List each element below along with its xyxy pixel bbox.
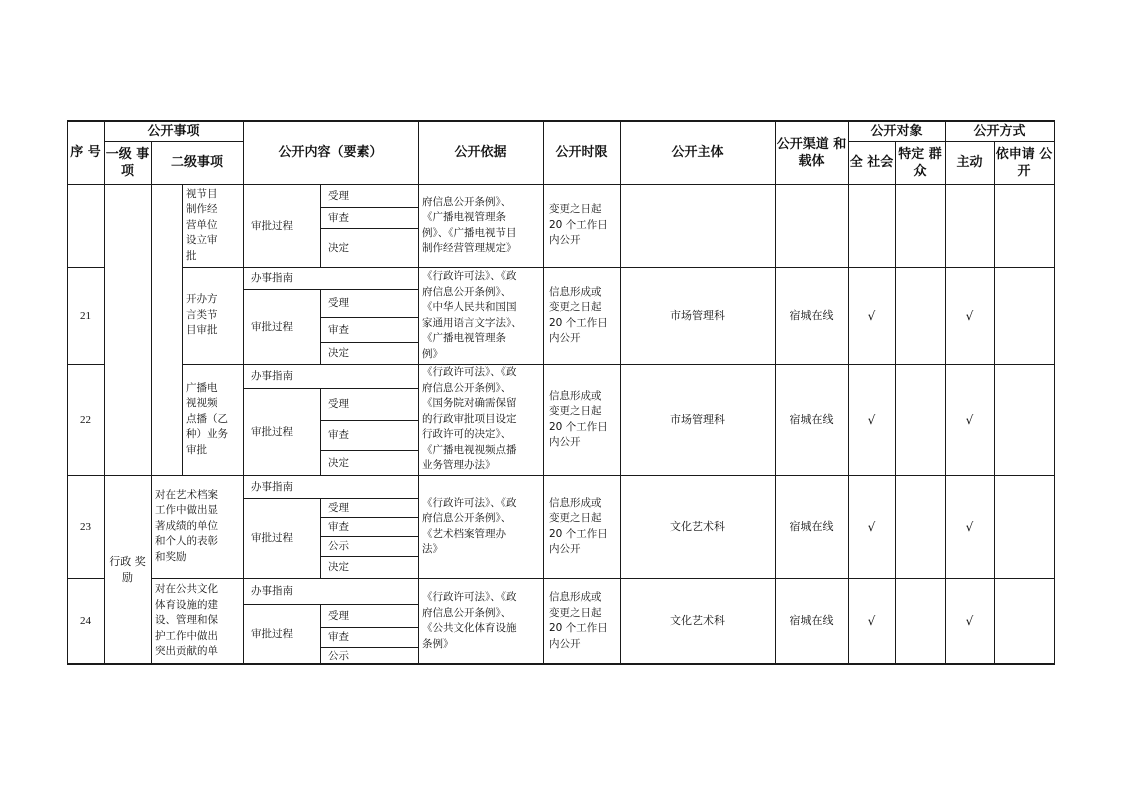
header-mode-group: 公开方式 bbox=[973, 123, 1026, 139]
table-rule bbox=[320, 317, 418, 318]
table-rule bbox=[243, 184, 244, 664]
table-rule bbox=[243, 121, 244, 184]
table-rule bbox=[994, 184, 995, 664]
table-rule bbox=[418, 121, 419, 184]
table-rule bbox=[67, 120, 1055, 122]
table-rule bbox=[67, 663, 1055, 665]
process-step: 公示 bbox=[328, 649, 349, 662]
process-step: 受理 bbox=[328, 297, 349, 309]
header-audience-specific: 特定 群众 bbox=[898, 146, 942, 179]
level2-item: 对在艺术档案 工作中做出显 著成绩的单位 和个人的表彰 和奖励 bbox=[155, 488, 218, 563]
process-step: 决定 bbox=[328, 347, 349, 359]
check-mode-request bbox=[994, 578, 1054, 664]
process-label: 审批过程 bbox=[251, 320, 293, 333]
process-step: 审查 bbox=[328, 631, 349, 643]
check-mode-request bbox=[994, 184, 1054, 267]
time-text: 信息形成或 变更之日起 20 个工作日 内公开 bbox=[549, 285, 608, 344]
header-basis: 公开依据 bbox=[454, 145, 507, 160]
table-rule bbox=[104, 141, 243, 142]
table-row-seq: 22 bbox=[80, 413, 91, 426]
time-text: 变更之日起 20 个工作日 内公开 bbox=[549, 203, 608, 247]
check-mode-request bbox=[994, 267, 1054, 364]
check-mode-active: √ bbox=[965, 412, 974, 427]
basis-text: 《行政许可法》、《政 府信息公开条例》、 《国务院对确需保留 的行政审批项目设定 行政许可的决定》、 《广播电视视频点播 业务管理办法》 bbox=[422, 366, 517, 472]
table-rule bbox=[945, 121, 946, 184]
table-row-seq: 21 bbox=[80, 309, 91, 322]
process-step: 决定 bbox=[328, 456, 349, 469]
basis-text: 《行政许可法》、《政 府信息公开条例》、 《艺术档案管理办 法》 bbox=[422, 496, 517, 555]
process-step: 决定 bbox=[328, 241, 349, 254]
table-rule bbox=[320, 420, 418, 421]
table-rule bbox=[848, 141, 1054, 142]
table-rule bbox=[848, 121, 849, 184]
table-row-seq: 24 bbox=[80, 615, 91, 627]
check-audience-all: √ bbox=[867, 308, 876, 323]
table-rule bbox=[418, 184, 419, 664]
check-audience-specific bbox=[895, 578, 945, 664]
table-rule bbox=[320, 556, 418, 557]
check-mode-active bbox=[945, 184, 994, 267]
check-audience-specific bbox=[895, 267, 945, 364]
table-rule bbox=[151, 141, 152, 184]
basis-text: 府信息公开条例》、 《广播电视管理条 例》、《广播电视节目 制作经营管理规定》 bbox=[422, 195, 517, 254]
table-rule bbox=[620, 121, 621, 184]
guide-label: 办事指南 bbox=[251, 480, 293, 493]
check-audience-all bbox=[848, 184, 895, 267]
process-step: 审查 bbox=[328, 429, 349, 441]
basis-text: 《行政许可法》、《政 府信息公开条例》、 《中华人民共和国国 家通用语言文字法》、 《广播电视管理条 例》 bbox=[422, 270, 522, 360]
table-rule bbox=[320, 517, 418, 518]
subject-text: 市场管理科 bbox=[670, 308, 725, 322]
channel-text: 宿城在线 bbox=[789, 308, 834, 322]
table-rule bbox=[1054, 121, 1055, 184]
check-audience-specific bbox=[895, 364, 945, 475]
table-rule bbox=[620, 184, 621, 664]
level2-item: 对在公共文化 体育设施的建 设、管理和保 护工作中做出 突出贡献的单 bbox=[155, 583, 218, 658]
check-mode-active: √ bbox=[965, 308, 974, 323]
table-rule bbox=[945, 184, 946, 664]
header-audience-group: 公开对象 bbox=[870, 123, 923, 139]
header-time: 公开时限 bbox=[555, 145, 608, 160]
table-rule bbox=[151, 184, 152, 664]
header-mode-active: 主动 bbox=[956, 155, 983, 170]
check-audience-specific bbox=[895, 475, 945, 578]
table-rule bbox=[543, 184, 544, 664]
subject-text: 市场管理科 bbox=[670, 412, 725, 426]
table-rule bbox=[320, 207, 418, 208]
check-mode-active: √ bbox=[965, 614, 974, 628]
time-text: 信息形成或 变更之日起 20 个工作日 内公开 bbox=[549, 591, 608, 650]
process-step: 受理 bbox=[328, 609, 349, 622]
header-level1: 一级 事项 bbox=[105, 146, 150, 179]
table-rule bbox=[320, 228, 418, 229]
subject-text: 文化艺术科 bbox=[670, 614, 725, 627]
guide-label: 办事指南 bbox=[251, 585, 293, 597]
header-matters-group: 公开事项 bbox=[147, 123, 200, 139]
process-label: 审批过程 bbox=[251, 219, 293, 232]
header-subject: 公开主体 bbox=[671, 145, 724, 160]
process-step: 审查 bbox=[328, 211, 349, 224]
table-rule bbox=[104, 184, 105, 664]
process-step: 公示 bbox=[328, 540, 349, 552]
process-label: 审批过程 bbox=[251, 425, 293, 438]
process-label: 审批过程 bbox=[251, 628, 293, 640]
level2-item: 广播电 视视频 点播（乙 种）业务 审批 bbox=[186, 381, 228, 456]
table-rule bbox=[994, 141, 995, 184]
subject-text: 文化艺术科 bbox=[670, 519, 725, 533]
table-rule bbox=[320, 342, 418, 343]
check-audience-all: √ bbox=[867, 519, 876, 534]
table-rule bbox=[320, 536, 418, 537]
check-mode-active: √ bbox=[965, 519, 974, 534]
table-rule bbox=[182, 184, 183, 475]
check-mode-request bbox=[994, 364, 1054, 475]
table-rule bbox=[895, 184, 896, 664]
channel-text bbox=[775, 184, 848, 267]
table-rule bbox=[543, 121, 544, 184]
guide-label: 办事指南 bbox=[251, 370, 293, 382]
guide-label: 办事指南 bbox=[251, 272, 293, 284]
channel-text: 宿城在线 bbox=[789, 519, 834, 533]
header-level2: 二级事项 bbox=[170, 155, 223, 170]
table-rule bbox=[775, 121, 776, 184]
process-step: 受理 bbox=[328, 189, 349, 202]
header-audience-all: 全 社会 bbox=[849, 155, 894, 170]
table-rule bbox=[320, 647, 418, 648]
time-text: 信息形成或 变更之日起 20 个工作日 内公开 bbox=[549, 496, 608, 555]
process-step: 决定 bbox=[328, 561, 349, 573]
table-row-seq: 23 bbox=[80, 520, 91, 533]
level1-merged-cell: 行政 奖励 bbox=[109, 554, 146, 584]
process-step: 受理 bbox=[328, 501, 349, 514]
header-channel: 公开渠道 和载体 bbox=[776, 136, 847, 169]
table-rule bbox=[320, 450, 418, 451]
level2-item: 视节目 制作经 营单位 设立审 批 bbox=[186, 187, 218, 262]
header-mode-request: 依申请 公开 bbox=[995, 146, 1053, 179]
check-audience-all: √ bbox=[867, 614, 876, 628]
table-rule bbox=[895, 141, 896, 184]
process-step: 审查 bbox=[328, 323, 349, 336]
table-rule bbox=[104, 121, 105, 184]
basis-text: 《行政许可法》、《政 府信息公开条例》、 《公共文化体育设施 条例》 bbox=[422, 591, 517, 650]
table-rule bbox=[1054, 184, 1055, 664]
channel-text: 宿城在线 bbox=[789, 614, 834, 627]
process-step: 审查 bbox=[328, 520, 349, 533]
table-rule bbox=[848, 184, 849, 664]
table-row-seq bbox=[67, 184, 104, 267]
check-mode-request bbox=[994, 475, 1054, 578]
level2-item: 开办方 言类节 目审批 bbox=[186, 293, 218, 337]
table-rule bbox=[775, 184, 776, 664]
check-audience-all: √ bbox=[867, 412, 876, 427]
time-text: 信息形成或 变更之日起 20 个工作日 内公开 bbox=[549, 389, 608, 448]
process-label: 审批过程 bbox=[251, 532, 293, 544]
header-content: 公开内容（要素） bbox=[278, 145, 383, 160]
subject-text bbox=[620, 184, 775, 267]
header-seq-no: 序 号 bbox=[70, 145, 101, 160]
check-audience-specific bbox=[895, 184, 945, 267]
process-step: 受理 bbox=[328, 398, 349, 410]
table-rule bbox=[320, 627, 418, 628]
channel-text: 宿城在线 bbox=[789, 412, 834, 426]
